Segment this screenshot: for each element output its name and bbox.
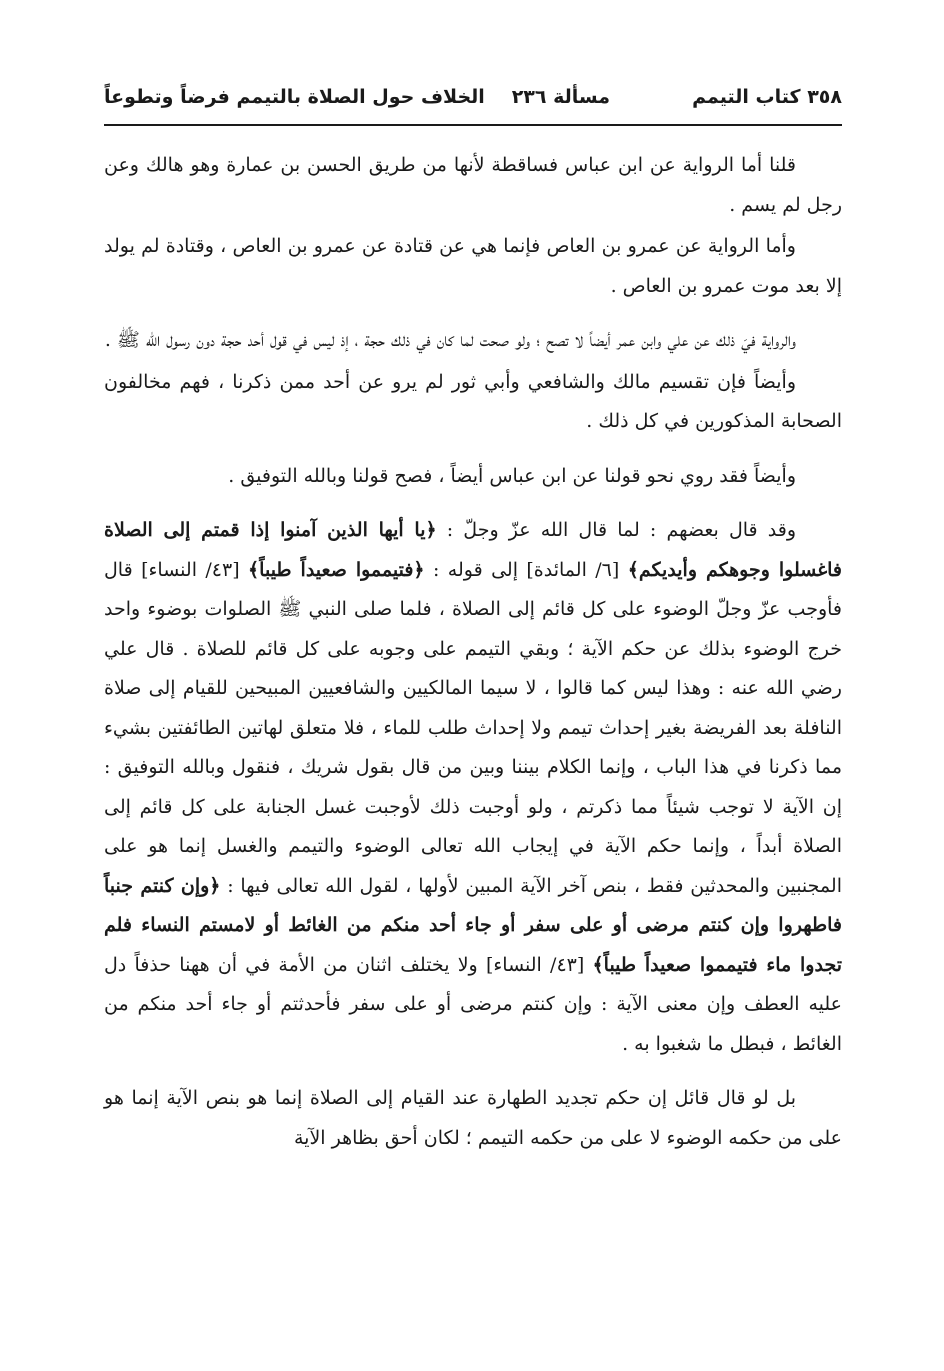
section-topic: الخلاف حول الصلاة بالتيمم فرضاً وتطوعاً [104,86,485,108]
paragraph-verse-argument [104,511,842,1064]
argument-body: [٤٣/ النساء] قال فأوجب عزّ وجلّ الوضوء على كل قائم إلى الصلاة ، فلما صلى النبي ﷺ الصلوات بوضوء واحد خرج الوضوء بذلك عن حكم الآية ؛ وبقي التيمم على وجوبه على كل قائم للصلاة . قال علي رضي الله عنه : وهذا ليس كما قالوا ، لا سيما المالكيين والشافعيين المبيحين للقيام إلى صلاة النافلة بعد الفريضة بغير إحداث تيمم ولا إحداث طلب للماء ، فلا متعلق لهاتين الطائفتين بشيء مما ذكرنا في هذا الباب ، وإنما الكلام بيننا وبين من قال بقول شريك ، فنقول وبالله التوفيق : إن الآية لا توجب شيئاً مما ذكرتم ، ولو أوجبت ذلك لأوجبت غسل الجنابة على كل قائم إلى الصلاة أبداً ، وإنما حكم الآية في إيجاب الله تعالى الوضوء والتيمم والغسل إنما هو على المجنبين والمحدثين فقط ، بنص آخر الآية المبين لأولها ، لقول الله تعالى فيها : [104,558,842,897]
paragraph-division-of-malik: وأيضاً فإن تقسيم مالك والشافعي وأبي ثور لم يرو عن أحد ممن ذكرنا ، فهم مخالفون الصحابة المذكورين في كل ذلك . [104,370,842,432]
paragraph-renewal-of-purity: بل لو قال قائل إن حكم تجديد الطهارة عند القيام إلى الصلاة إنما هو بنص الآية إنما هو على من حكمه الوضوء لا على من حكمه التيمم ؛ لكان أحق بظاهر الآية [104,1087,842,1149]
argument-conclusion: [٤٣/ النساء] ولا يختلف اثنان من الأمة في أن ههنا حذفاً دل عليه العطف وإن معنى الآية : وإن كنتم مرضى أو على سفر فأحدثتم أو جاء أحد منكم من الغائط ، فبطل ما شغبوا به . [104,953,842,1055]
paragraph-ibn-abbas-narration: قلنا أما الرواية عن ابن عباس فساقطة لأنها من طريق الحسن بن عمارة وهو هالك وعن رجل لم يسم . [104,154,842,216]
citation-maidah: [٦/ المائدة] إلى قوله : [424,558,628,581]
paragraph-ibn-abbas-agreement: وأيضاً فقد روي نحو قولنا عن ابن عباس أيضاً ، فصح قولنا وبالله التوفيق . [228,464,796,487]
page-body [104,146,842,1158]
issue-number: مسألة ٢٣٦ [511,86,610,108]
paragraph-ali-ibn-umar: والرواية فيَ ذلك عن علي وابن عمر أيضاً لا تصح ؛ ولو صحت لما كان في ذلك حجة ، إذ ليس في قول أحد حجة دون رسول الله ﷺ . [104,329,796,351]
paragraph-amr-narration: وأما الرواية عن عمرو بن العاص فإنما هي عن قتادة عن عمرو بن العاص ، وقتادة لم يولد إلا بعد موت عمرو بن العاص . [104,235,842,297]
header-rule [104,124,842,126]
quran-quote-ablution: ﴿يا أيها الذين آمنوا إذا قمتم إلى الصلاة فاغسلوا وجوهكم وأيديكم﴾ [104,519,842,581]
argument-intro: وقد قال بعضهم : لما قال الله عزّ وجلّ : [436,519,796,541]
page-number-and-book-title: ٣٥٨ كتاب التيمم [692,86,842,108]
quran-quote-tayammum: ﴿فتيمموا صعيداً طيباً﴾ [248,558,425,581]
running-header [104,82,842,122]
quran-quote-janabah: ﴿وإن كنتم جنباً فاطهروا وإن كنتم مرضى أو على سفر أو جاء أحد منكم من الغائط أو لامستم النساء فلم تجدوا ماء فتيمموا صعيداً طيباً﴾ [104,874,843,976]
